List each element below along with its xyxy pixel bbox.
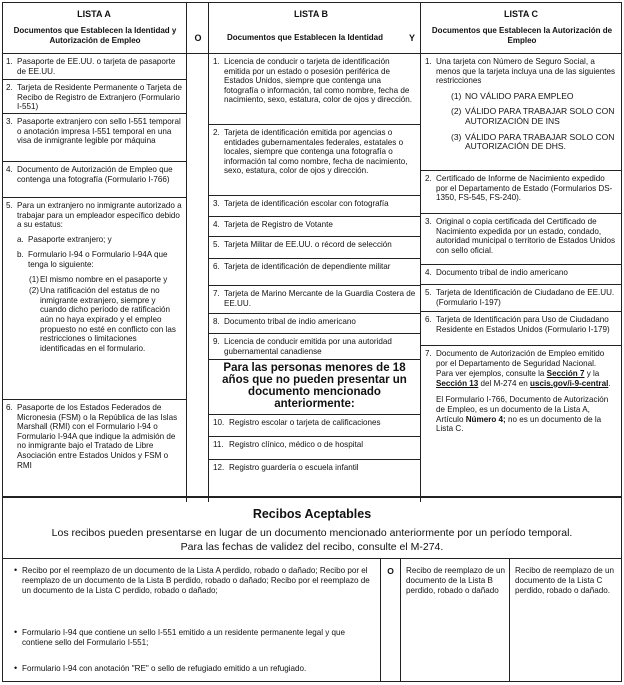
list-b-item: 5. Tarjeta Militar de EE.UU. o récord de selección [209, 237, 420, 259]
receipt-bullet: • Formulario I-94 que contiene un sello I-551 emitido a un residente permanente legal y que contiene sello del Formulario I-551; [14, 627, 346, 647]
list-a-subtitle: Documentos que Establecen la Identidad y Autorización de Empleo [13, 26, 177, 45]
link-seccion-13[interactable]: Sección 13 [436, 378, 479, 388]
list-b-item: 4. Tarjeta de Registro de Votante [209, 217, 420, 237]
bullet-icon: • [14, 627, 18, 637]
list-c-subtitle: Documentos que Establecen la Autorización de Empleo [431, 26, 613, 45]
receipt-list-c: Recibo de reemplazo de un documento de la Lista C perdido, robado o dañado. [515, 566, 614, 595]
divider [509, 558, 510, 682]
list-b-title: LISTA B [294, 9, 328, 19]
list-b-item: 1. Licencia de conducir o tarjeta de identificación emitida por un estado o posesión periférica de Estados Unidos, siempre que contenga una fotografía o información, tal como nombre, fecha de nacimiento, sexo, estatura, color de ojos y dirección. [209, 54, 420, 125]
list-a-item: 4. Documento de Autorización de Empleo que contenga una fotografía (Formulario I-766) [2, 162, 186, 198]
or-label: O [194, 33, 202, 43]
list-c-item: 5. Tarjeta de Identificación de Ciudadano de EE.UU. (Formulario I-197) [421, 285, 622, 312]
divider [2, 496, 622, 498]
bullet-icon: • [14, 663, 18, 673]
divider [380, 558, 381, 682]
divider [186, 2, 187, 502]
list-b-item: 10. Registro escolar o tarjeta de calificaciones [209, 415, 420, 437]
list-c-item: 6. Tarjeta de Identificación para Uso de Ciudadano Residente en Estados Unidos (Formulario I-179) [421, 312, 622, 346]
receipts-line-2: Para las fechas de validez del recibo, consulte el M-274. [180, 541, 444, 553]
list-c-item: 4. Documento tribal de indio americano [421, 265, 622, 285]
list-b-item: 2. Tarjeta de identificación emitida por agencias o entidades gubernamentales federales, estatales o locales, siempre que contenga una fotografía o información tal como nombre, fecha de nacimiento, sexo, estatura, color de ojos y dirección. [209, 125, 420, 196]
receipt-list-b: Recibo de reemplazo de un documento de la Lista B perdido, robado o dañado [406, 566, 505, 595]
list-b-item: 12. Registro guardería o escuela infantil [213, 463, 359, 472]
receipts-title: Recibos Aceptables [252, 507, 372, 521]
link-uscis-i9-central[interactable]: uscis.gov/i-9-central [530, 378, 609, 388]
list-a-item: 6. Pasaporte de los Estados Federados de Micronesia (FSM) o la República de las Islas Marshall (RMI) con el Formulario I-94 o Formulario I-94A que indique la admisión de no inmigrante bajo el Tratado de Libre Asociación entre Estados Unidos y FSM o RMI [6, 403, 178, 470]
link-seccion-7[interactable]: Sección 7 [546, 369, 585, 379]
list-c-item: 3. Original o copia certificada del Certificado de Nacimiento expedida por un estado, condado, autoridad municipal o territorio de Estados Unidos con sello oficial. [421, 214, 622, 265]
list-a-item: 5. Para un extranjero no inmigrante autorizado a trabajar para un empleador específico debido a su estatus: a. Pasaporte extranjero; y b. Formulario I-94 o Formulario I-94A que tenga lo siguiente: (1) El mismo nombre en el pasaporte y (2) Una ratificación del estatus de no inmigrante extranjero, siempre y cuando dicho período de ratificación aún no haya expirado y el empleo propuesto no esté en conflicto con las restricciones o limitaciones identificadas en el formulario. [2, 198, 186, 400]
list-b-item: 6. Tarjeta de identificación de dependiente militar [209, 259, 420, 286]
and-label: Y [408, 33, 415, 43]
divider [2, 558, 622, 559]
list-b-item: 3. Tarjeta de identificación escolar con fotografía [209, 196, 420, 217]
list-c-item: 7. Documento de Autorización de Empleo emitido por el Departamento de Seguridad Nacional. Para ver ejemplos, consulte la Sección 7 y la Sección 13 del M-274 en uscis.gov/i-9-central. El Formulario I-766, Documento de Autorización de Empleo, es un documento de la Lista A, Artículo Número 4; no es un documento de la Lista C. [425, 349, 611, 434]
or-label-receipts: O [387, 566, 394, 576]
list-b-item: 7. Tarjeta de Marino Mercante de la Guardia Costera de EE.UU. [209, 286, 420, 314]
list-c-item: 2. Certificado de Informe de Nacimiento expedido por el Departamento de Estado (Formularios DS-1350, FS-545, FS-240). [421, 171, 622, 214]
minors-heading: Para las personas menores de 18 años que no pueden presentar un documento mencionado anteriormente: [222, 362, 407, 410]
list-a-item: 2. Tarjeta de Residente Permanente o Tarjeta de Recibo de Registro de Extranjero (Formulario I-551) [2, 80, 186, 114]
list-b-item: 9. Licencia de conducir emitida por una autoridad gubernamental canadiense [209, 334, 420, 360]
bullet-icon: • [14, 565, 18, 575]
list-b-item: 8. Documento tribal de indio americano [209, 314, 420, 334]
divider [400, 558, 401, 682]
list-b-subtitle: Documentos que Establecen la Identidad [226, 33, 384, 42]
list-c-title: LISTA C [504, 9, 538, 19]
receipt-bullet: • Recibo por el reemplazo de un documento de la Lista A perdido, robado o dañado; Recibo por el reemplazo de un documento de la Lista B perdido, robado o dañado; Recibo por el reemplazo de un documento de la Lista C perdido, robado o dañado; [14, 565, 370, 595]
list-a-item: 3. Pasaporte extranjero con sello I-551 temporal o anotación impresa I-551 temporal en una visa de inmigrante legible por máquina [2, 114, 186, 162]
list-c-item: 1. Una tarjeta con Número de Seguro Social, a menos que la tarjeta incluya una de las siguientes restricciones (1) NO VÁLIDO PARA EMPLEO (2) VÁLIDO PARA TRABAJAR SOLO CON AUTORIZACIÓN DE INS (3) VÁLIDO PARA TRABAJAR SOLO CON AUTORIZACIÓN DE DHS. [421, 54, 622, 171]
list-a-title: LISTA A [77, 9, 111, 19]
list-b-item: 11. Registro clínico, médico o de hospital [209, 437, 420, 460]
list-a-item: 1. Pasaporte de EE.UU. o tarjeta de pasaporte de EE.UU. [2, 54, 186, 80]
receipts-line-1: Los recibos pueden presentarse en lugar de un documento mencionado anteriormente por un período temporal. [51, 527, 573, 539]
receipt-bullet: • Formulario I-94 con anotación "RE" o sello de refugiado emitido a un refugiado. [14, 663, 307, 673]
